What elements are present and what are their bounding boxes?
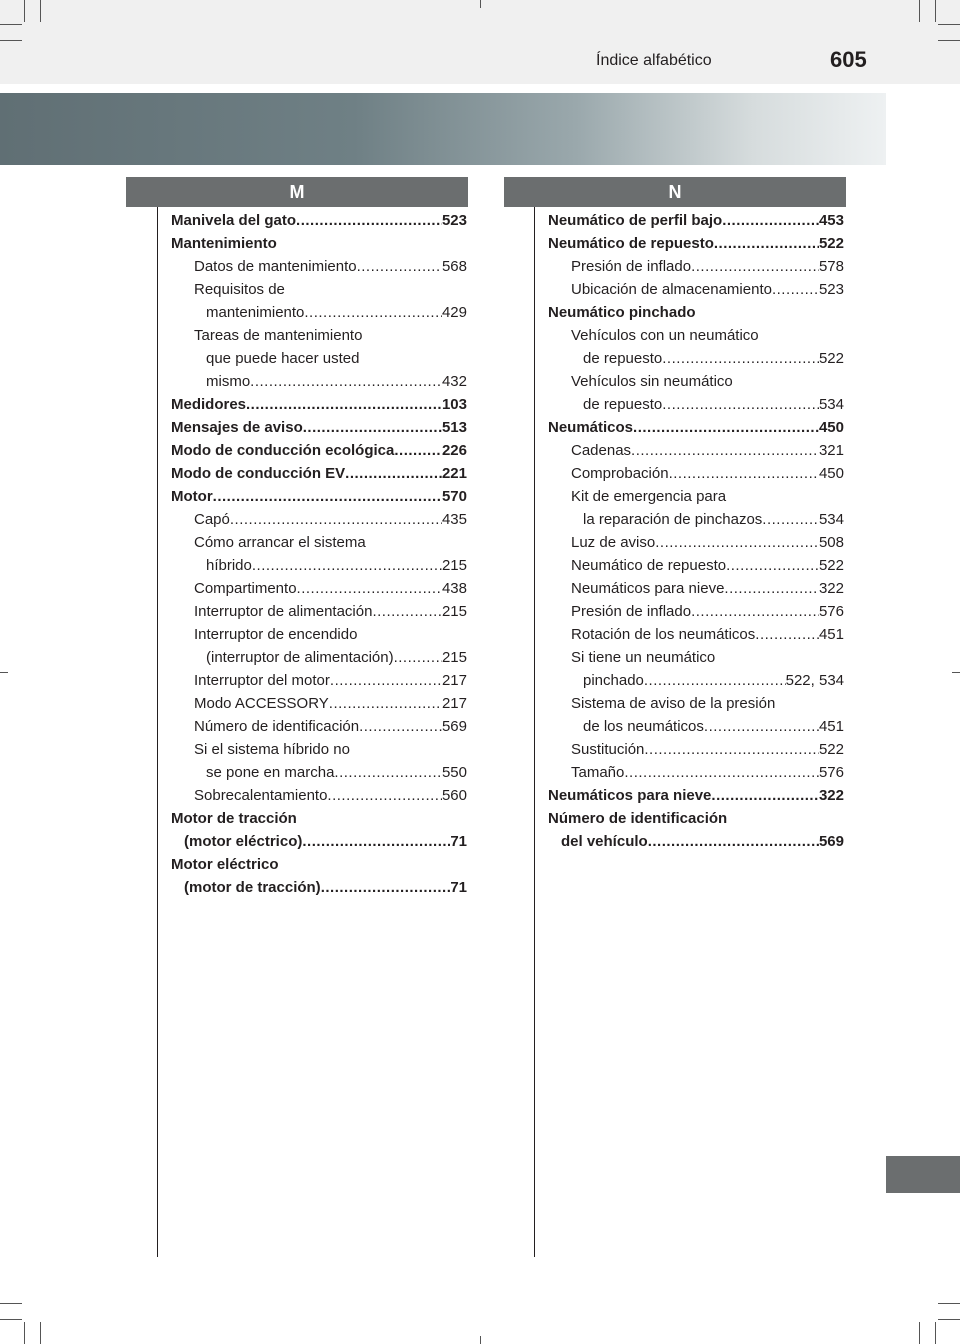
dot-leader <box>230 508 442 531</box>
crop-mark <box>0 24 22 25</box>
index-entry-text: Número de identificación <box>548 810 728 827</box>
crop-mark <box>480 0 481 8</box>
index-entry-page: 523 <box>818 281 844 298</box>
index-entry-text: Mantenimiento <box>171 235 277 252</box>
index-entry-text: Modo de conducción EV <box>171 465 346 482</box>
index-entry-text: Modo de conducción ecológica <box>171 442 395 459</box>
index-entry-page: 71 <box>450 879 467 896</box>
index-entry-text: Kit de emergencia para <box>571 488 727 505</box>
index-entry <box>548 807 844 830</box>
dot-leader <box>394 439 442 462</box>
index-entry <box>171 669 467 692</box>
crop-mark <box>0 1303 22 1304</box>
dot-leader <box>372 600 442 623</box>
index-entry-page: 322 <box>818 580 844 597</box>
index-entry-page: 71 <box>450 833 467 850</box>
index-entry-text: Neumáticos para nieve <box>571 580 725 597</box>
index-entry <box>548 370 844 393</box>
index-entry-text: Compartimento <box>194 580 297 597</box>
dot-leader <box>246 393 442 416</box>
index-entry-page: 560 <box>441 787 467 804</box>
index-entry <box>548 462 844 485</box>
dot-leader <box>662 393 819 416</box>
index-entry <box>171 508 467 531</box>
index-entry-text: Motor eléctrico <box>171 856 279 873</box>
index-entry-text: pinchado <box>583 672 644 689</box>
index-entry-text: Presión de inflado <box>571 258 692 275</box>
dot-leader <box>303 416 442 439</box>
index-entry-text: de repuesto <box>583 396 663 413</box>
crop-mark <box>24 0 25 22</box>
index-entry-page: 226 <box>441 442 467 459</box>
dot-leader <box>394 646 442 669</box>
index-entry-text: Cadenas <box>571 442 632 459</box>
index-entry <box>548 738 844 761</box>
section-heading-n: N <box>504 177 846 207</box>
dot-leader <box>297 577 442 600</box>
index-entry-page: 513 <box>441 419 467 436</box>
index-entry-page: 215 <box>441 557 467 574</box>
dot-leader <box>691 600 819 623</box>
dot-leader <box>691 255 819 278</box>
index-entry <box>171 807 467 830</box>
crop-mark <box>938 1319 960 1320</box>
dot-leader <box>329 692 442 715</box>
index-entry-text: Neumático de repuesto <box>571 557 727 574</box>
index-entry-text: Datos de mantenimiento <box>194 258 357 275</box>
dot-leader <box>762 508 819 531</box>
index-entry-page: 322 <box>818 787 844 804</box>
page-number: 605 <box>830 47 867 72</box>
index-entry-text: (motor eléctrico) <box>184 833 303 850</box>
index-entry-page: 534 <box>818 396 844 413</box>
dot-leader <box>327 784 442 807</box>
crop-mark <box>938 1303 960 1304</box>
index-entry-text: Interruptor de alimentación <box>194 603 373 620</box>
index-entry <box>548 531 844 554</box>
index-entry <box>171 577 467 600</box>
dot-leader <box>711 784 819 807</box>
index-entry <box>548 301 844 324</box>
crop-mark <box>919 1322 920 1344</box>
index-entry-text: se pone en marcha <box>206 764 335 781</box>
index-entry <box>171 370 467 393</box>
dot-leader <box>755 623 819 646</box>
index-entry-page: 429 <box>441 304 467 321</box>
dot-leader <box>302 830 450 853</box>
index-entry-page: 522 <box>818 741 844 758</box>
index-entry <box>171 416 467 439</box>
index-entry-page: 522 <box>818 557 844 574</box>
index-entry-page: 217 <box>441 695 467 712</box>
index-entry-page: 450 <box>818 465 844 482</box>
dot-leader <box>334 761 442 784</box>
index-entry-page: 453 <box>818 212 844 229</box>
index-entry-text: Rotación de los neumáticos <box>571 626 756 643</box>
index-entry <box>548 761 844 784</box>
index-entry-text: Comprobación <box>571 465 669 482</box>
index-entry-page: 508 <box>818 534 844 551</box>
index-entry-page: 451 <box>818 626 844 643</box>
index-entry <box>548 255 844 278</box>
index-entry <box>171 738 467 761</box>
index-entry <box>171 301 467 324</box>
index-entry-page: 568 <box>441 258 467 275</box>
index-entry-page: 451 <box>818 718 844 735</box>
index-entry-text: Neumáticos para nieve <box>548 787 712 804</box>
index-entry-text: Cómo arrancar el sistema <box>194 534 366 551</box>
index-entry <box>171 439 467 462</box>
index-entry-text: híbrido <box>206 557 252 574</box>
index-entry <box>548 646 844 669</box>
index-entry <box>548 278 844 301</box>
dot-leader <box>722 209 819 232</box>
index-entry-page: 450 <box>818 419 844 436</box>
index-entry-text: Luz de aviso <box>571 534 656 551</box>
index-entry-text: Mensajes de aviso <box>171 419 303 436</box>
index-entry-text: Si el sistema híbrido no <box>194 741 350 758</box>
index-entry-text: Ubicación de almacenamiento <box>571 281 772 298</box>
index-entry-page: 522 <box>818 350 844 367</box>
index-entry-page: 438 <box>441 580 467 597</box>
index-entry-text: Presión de inflado <box>571 603 692 620</box>
crop-mark <box>935 0 936 22</box>
index-entry-text: mismo <box>206 373 251 390</box>
index-entry <box>548 416 844 439</box>
index-entry <box>171 278 467 301</box>
index-entry <box>548 715 844 738</box>
dot-leader <box>250 370 442 393</box>
index-entry-page: 432 <box>441 373 467 390</box>
index-entry-text: la reparación de pinchazos <box>583 511 763 528</box>
index-entry <box>548 554 844 577</box>
index-entry-text: Interruptor de encendido <box>194 626 358 643</box>
index-entry <box>171 347 467 370</box>
index-entry <box>171 876 467 899</box>
dot-leader <box>357 255 442 278</box>
index-entry-text: de los neumáticos <box>583 718 704 735</box>
index-entry-text: Capó <box>194 511 230 528</box>
index-entry-text: de repuesto <box>583 350 663 367</box>
dot-leader <box>296 209 442 232</box>
index-entry <box>171 531 467 554</box>
index-entry <box>171 761 467 784</box>
dot-leader <box>359 715 442 738</box>
dot-leader <box>624 761 819 784</box>
index-entry-text: Neumático pinchado <box>548 304 696 321</box>
index-entry <box>171 623 467 646</box>
index-entry-text: Motor de tracción <box>171 810 297 827</box>
index-entry-text: Neumático de repuesto <box>548 235 714 252</box>
index-entry-text: que puede hacer usted <box>206 350 360 367</box>
dot-leader <box>633 416 819 439</box>
index-entry-text: Manivela del gato <box>171 212 297 229</box>
index-entry-text: Tareas de mantenimiento <box>194 327 363 344</box>
index-entry-page: 435 <box>441 511 467 528</box>
index-entry-text: Neumáticos <box>548 419 634 436</box>
index-entry-page: 321 <box>818 442 844 459</box>
index-entry <box>171 830 467 853</box>
crop-mark <box>40 1322 41 1344</box>
crop-mark <box>952 672 960 673</box>
index-entry-text: Si tiene un neumático <box>571 649 716 666</box>
dot-leader <box>724 577 819 600</box>
index-entry-page: 215 <box>441 603 467 620</box>
crop-mark <box>0 40 22 41</box>
index-entry-page: 221 <box>441 465 467 482</box>
dot-leader <box>662 347 819 370</box>
section-title: Índice alfabético <box>596 52 712 69</box>
dot-leader <box>669 462 819 485</box>
index-entry-page: 576 <box>818 603 844 620</box>
index-entry-page: 578 <box>818 258 844 275</box>
index-entry-text: Neumático de perfil bajo <box>548 212 723 229</box>
index-entry <box>171 209 467 232</box>
index-entry-text: Interruptor del motor <box>194 672 330 689</box>
index-entry-text: Tamaño <box>571 764 625 781</box>
index-entry <box>171 393 467 416</box>
index-entry-text: Sustitución <box>571 741 645 758</box>
index-entry <box>548 577 844 600</box>
index-entry <box>171 692 467 715</box>
dot-leader <box>330 669 442 692</box>
index-entry-page: 523 <box>441 212 467 229</box>
column-rule-n <box>534 207 535 1257</box>
crop-mark <box>938 40 960 41</box>
index-entry <box>171 853 467 876</box>
index-entry <box>548 232 844 255</box>
index-entry <box>548 439 844 462</box>
index-entry <box>548 830 844 853</box>
index-entry <box>171 462 467 485</box>
dot-leader <box>644 738 819 761</box>
index-entry-page: 103 <box>441 396 467 413</box>
index-entry-page: 522, 534 <box>785 672 844 689</box>
index-entry <box>548 600 844 623</box>
index-entry-page: 569 <box>441 718 467 735</box>
index-entry-page: 550 <box>441 764 467 781</box>
dot-leader <box>213 485 442 508</box>
index-entry <box>548 784 844 807</box>
dot-leader <box>321 876 451 899</box>
crop-mark <box>24 1322 25 1344</box>
index-entry-text: (interruptor de alimentación) <box>206 649 394 666</box>
index-entry <box>548 324 844 347</box>
index-entry <box>548 692 844 715</box>
crop-mark <box>40 0 41 22</box>
index-entry-page: 569 <box>818 833 844 850</box>
index-entry <box>548 393 844 416</box>
index-entry <box>171 554 467 577</box>
index-entry-page: 522 <box>818 235 844 252</box>
index-entry <box>548 623 844 646</box>
index-entry <box>548 347 844 370</box>
index-entry-text: Medidores <box>171 396 247 413</box>
crop-mark <box>938 24 960 25</box>
header-band <box>0 0 960 84</box>
dot-leader <box>726 554 819 577</box>
index-entry <box>171 255 467 278</box>
index-entry-text: Vehículos con un neumático <box>571 327 759 344</box>
dot-leader <box>304 301 442 324</box>
index-column-n <box>548 209 844 853</box>
index-entry-page: 570 <box>441 488 467 505</box>
dot-leader <box>252 554 442 577</box>
crop-mark <box>0 672 8 673</box>
index-entry <box>548 508 844 531</box>
crop-mark <box>480 1336 481 1344</box>
dot-leader <box>648 830 819 853</box>
index-entry-text: mantenimiento <box>206 304 305 321</box>
index-entry-page: 215 <box>441 649 467 666</box>
dot-leader <box>631 439 819 462</box>
crop-mark <box>935 1322 936 1344</box>
index-entry <box>171 600 467 623</box>
index-entry-text: Sobrecalentamiento <box>194 787 328 804</box>
index-entry-text: Número de identificación <box>194 718 360 735</box>
dot-leader <box>714 232 819 255</box>
index-entry <box>171 324 467 347</box>
chapter-tab <box>886 1156 960 1193</box>
index-entry <box>548 209 844 232</box>
dot-leader <box>655 531 819 554</box>
crop-mark <box>0 1319 22 1320</box>
index-entry-page: 534 <box>818 511 844 528</box>
dot-leader <box>772 278 819 301</box>
index-entry-text: Modo ACCESSORY <box>194 695 329 712</box>
index-entry <box>548 669 844 692</box>
index-entry <box>548 485 844 508</box>
decorative-gradient-band <box>0 93 886 165</box>
index-entry-text: Vehículos sin neumático <box>571 373 733 390</box>
index-entry-page: 217 <box>441 672 467 689</box>
index-entry <box>171 485 467 508</box>
dot-leader <box>644 669 786 692</box>
index-entry-text: Sistema de aviso de la presión <box>571 695 776 712</box>
index-entry <box>171 232 467 255</box>
index-entry-text: del vehículo <box>561 833 648 850</box>
index-entry-text: (motor de tracción) <box>184 879 321 896</box>
index-entry <box>171 646 467 669</box>
index-entry-text: Motor <box>171 488 213 505</box>
index-entry-text: Requisitos de <box>194 281 285 298</box>
index-entry-page: 576 <box>818 764 844 781</box>
crop-mark <box>919 0 920 22</box>
index-column-m <box>171 209 467 899</box>
index-entry <box>171 784 467 807</box>
section-heading-m: M <box>126 177 468 207</box>
dot-leader <box>345 462 442 485</box>
dot-leader <box>704 715 819 738</box>
column-rule-m <box>157 207 158 1257</box>
index-entry <box>171 715 467 738</box>
